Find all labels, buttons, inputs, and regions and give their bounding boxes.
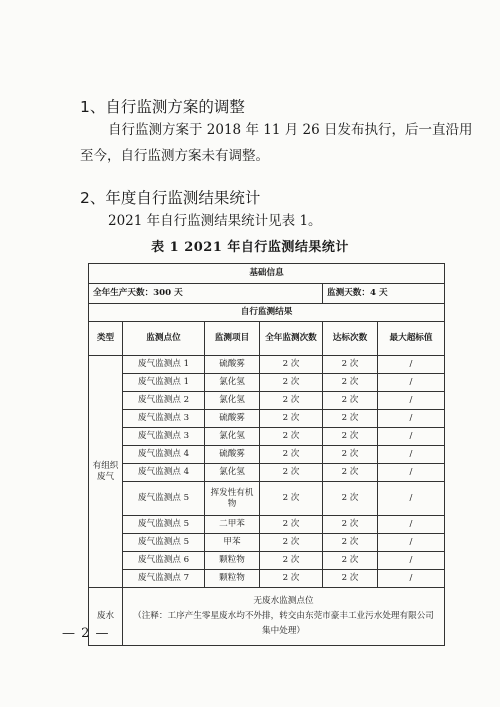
row-count: 2 次 [260, 374, 323, 392]
row-ok: 2 次 [323, 552, 378, 570]
header-max-exceed: 最大超标值 [378, 322, 445, 356]
row-max: / [378, 552, 445, 570]
row-ok: 2 次 [323, 356, 378, 374]
row-ok: 2 次 [323, 392, 378, 410]
row-max: / [378, 428, 445, 446]
row-point: 废气监测点 3 [123, 410, 205, 428]
row-point: 废气监测点 4 [123, 446, 205, 464]
row-item: 挥发性有机物 [205, 482, 260, 516]
section2-intro: 2021 年自行监测结果统计见表 1。 [108, 213, 322, 229]
row-count: 2 次 [260, 428, 323, 446]
row-max: / [378, 516, 445, 534]
water-type-label: 废水 [89, 588, 123, 646]
row-item: 硫酸雾 [205, 446, 260, 464]
row-count: 2 次 [260, 356, 323, 374]
row-item: 二甲苯 [205, 516, 260, 534]
header-item: 监测项目 [205, 322, 260, 356]
row-point: 废气监测点 3 [123, 428, 205, 446]
section2-heading: 2、年度自行监测结果统计 [80, 189, 261, 207]
row-count: 2 次 [260, 446, 323, 464]
header-compliant-count: 达标次数 [323, 322, 378, 356]
row-count: 2 次 [260, 570, 323, 588]
row-max: / [378, 570, 445, 588]
monitoring-days: 监测天数：4 天 [323, 284, 445, 304]
row-ok: 2 次 [323, 464, 378, 482]
water-note: （注释：工序产生零星废水均不外排，转交由东莞市豪丰工业污水处理有限公司集中处理） [133, 611, 434, 636]
section1-paragraph-line1: 自行监测方案于 2018 年 11 月 26 日发布执行，后一直沿用 [108, 122, 473, 138]
row-ok: 2 次 [323, 516, 378, 534]
row-count: 2 次 [260, 464, 323, 482]
row-item: 氯化氢 [205, 392, 260, 410]
row-ok: 2 次 [323, 374, 378, 392]
row-count: 2 次 [260, 482, 323, 516]
table-caption: 表 1 2021 年自行监测结果统计 [151, 240, 349, 255]
row-item: 氯化氢 [205, 428, 260, 446]
row-point: 废气监测点 6 [123, 552, 205, 570]
row-count: 2 次 [260, 516, 323, 534]
row-item: 硫酸雾 [205, 410, 260, 428]
basic-info-title: 基础信息 [89, 264, 445, 284]
row-point: 废气监测点 7 [123, 570, 205, 588]
row-max: / [378, 534, 445, 552]
header-type: 类型 [89, 322, 123, 356]
results-title: 自行监测结果 [89, 304, 445, 322]
row-count: 2 次 [260, 392, 323, 410]
row-point: 废气监测点 1 [123, 374, 205, 392]
row-ok: 2 次 [323, 410, 378, 428]
section1-paragraph-line2: 至今，自行监测方案未有调整。 [80, 148, 269, 164]
water-no-points: 无废水监测点位 [253, 596, 314, 606]
row-max: / [378, 446, 445, 464]
row-point: 废气监测点 5 [123, 534, 205, 552]
row-point: 废气监测点 4 [123, 464, 205, 482]
row-count: 2 次 [260, 552, 323, 570]
row-max: / [378, 410, 445, 428]
row-item: 氯化氢 [205, 374, 260, 392]
row-item: 甲苯 [205, 534, 260, 552]
row-point: 废气监测点 5 [123, 516, 205, 534]
header-annual-count: 全年监测次数 [260, 322, 323, 356]
monitoring-results-table [88, 263, 445, 646]
row-item: 颗粒物 [205, 552, 260, 570]
row-count: 2 次 [260, 410, 323, 428]
row-max: / [378, 374, 445, 392]
row-item: 颗粒物 [205, 570, 260, 588]
row-max: / [378, 482, 445, 516]
gas-type-label: 有组织废气 [89, 356, 123, 588]
row-ok: 2 次 [323, 428, 378, 446]
row-max: / [378, 392, 445, 410]
row-point: 废气监测点 2 [123, 392, 205, 410]
row-point: 废气监测点 1 [123, 356, 205, 374]
row-max: / [378, 464, 445, 482]
section1-heading: 1、自行监测方案的调整 [80, 98, 245, 116]
row-count: 2 次 [260, 534, 323, 552]
row-ok: 2 次 [323, 446, 378, 464]
header-point: 监测点位 [123, 322, 205, 356]
row-ok: 2 次 [323, 534, 378, 552]
row-point: 废气监测点 5 [123, 482, 205, 516]
page-number: — 2 — [62, 626, 110, 641]
row-item: 硫酸雾 [205, 356, 260, 374]
production-days: 全年生产天数：300 天 [89, 284, 323, 304]
water-cell [123, 588, 445, 646]
row-max: / [378, 356, 445, 374]
row-ok: 2 次 [323, 570, 378, 588]
row-item: 氯化氢 [205, 464, 260, 482]
row-ok: 2 次 [323, 482, 378, 516]
